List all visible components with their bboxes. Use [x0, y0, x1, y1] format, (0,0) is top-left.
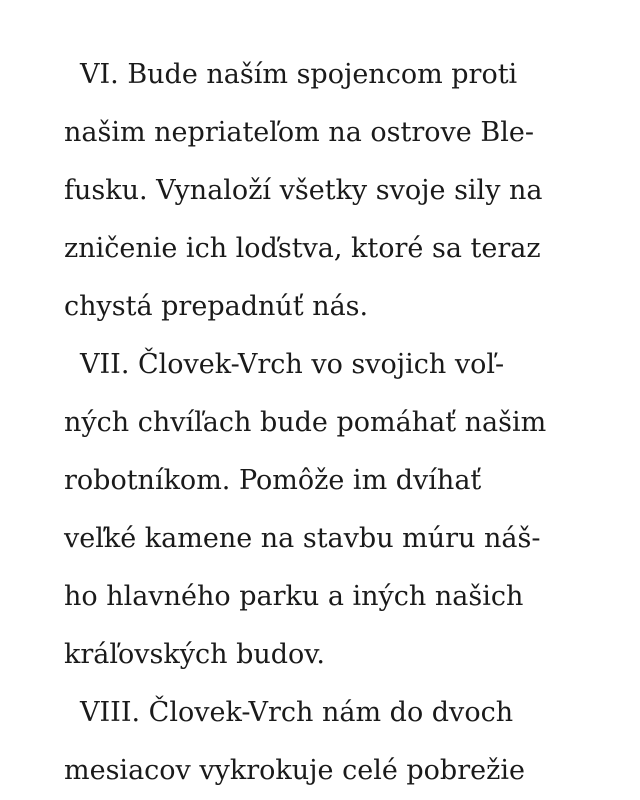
- text-line: VI. Bude naším spojencom proti: [80, 59, 518, 90]
- text-line: VIII. Človek-Vrch nám do dvoch: [80, 697, 514, 728]
- text-line: veľké kamene na stavbu múru náš-: [64, 523, 541, 554]
- text-line: mesiacov vykrokuje celé pobrežie: [64, 755, 525, 786]
- text-line: ných chvíľach bude pomáhať našim: [64, 407, 547, 438]
- paragraph-vi: [64, 46, 624, 336]
- text-line: VII. Človek-Vrch vo svojich voľ-: [80, 349, 505, 380]
- paragraph-viii: [64, 684, 624, 800]
- text-line: ho hlavného parku a iných našich: [64, 581, 524, 612]
- book-page: [64, 46, 624, 800]
- text-line: zničenie ich loďstva, ktoré sa teraz: [64, 233, 541, 264]
- text-line: fusku. Vynaloží všetky svoje sily na: [64, 175, 543, 206]
- paragraph-vii: [64, 336, 624, 684]
- text-line: robotníkom. Pomôže im dvíhať: [64, 465, 482, 496]
- text-line: chystá prepadnúť nás.: [64, 291, 369, 322]
- text-line: našim nepriateľom na ostrove Ble-: [64, 117, 534, 148]
- text-line: kráľovských budov.: [64, 639, 325, 670]
